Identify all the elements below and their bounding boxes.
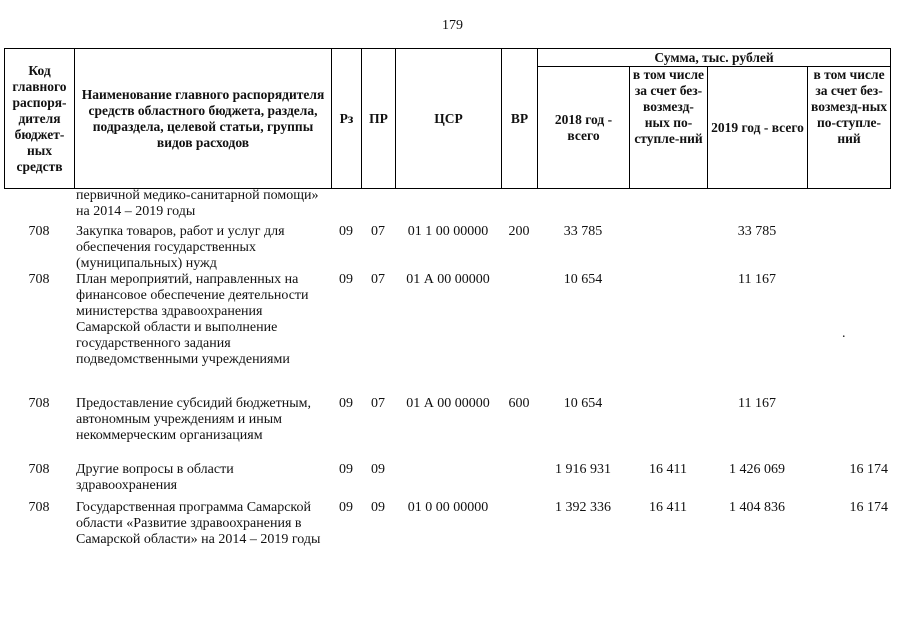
row-code: 708 <box>28 462 50 477</box>
row-free-2018 <box>629 224 707 272</box>
row-name: Другие вопросы в области здравоохранения <box>76 462 234 493</box>
row-name: План мероприятий, направленных на финансовое обеспечение деятельности министерства здравоохранения Самарской области и выполнение государственного задания подведомственными учреждениями <box>76 272 309 367</box>
row-pr: 07 <box>371 272 385 287</box>
row-rz: 09 <box>339 500 353 515</box>
row-free-2019 <box>807 272 890 396</box>
table-header <box>4 48 891 189</box>
row-rz: 09 <box>339 462 353 477</box>
row-sum-2018 <box>537 188 629 224</box>
row-vr <box>501 188 537 224</box>
row-vr <box>501 500 537 570</box>
row-sum-2018: 1 392 336 <box>555 500 611 515</box>
header-csr: ЦСР <box>396 49 502 189</box>
stray-dot: . <box>842 326 846 341</box>
row-sum-2019: 1 404 836 <box>729 500 785 515</box>
row-code: 708 <box>28 500 50 515</box>
header-2019-free: в том числе за счет без-возмезд-ных по-ступле-ний <box>808 67 891 189</box>
row-free-2018 <box>629 272 707 396</box>
row-rz <box>331 188 361 224</box>
table-row <box>4 396 890 462</box>
row-free-2018: 16 411 <box>649 500 687 515</box>
row-free-2019 <box>807 224 890 272</box>
row-name: Государственная программа Самарской области «Развитие здравоохранения в Самарской области» на 2014 – 2019 годы <box>76 500 321 547</box>
table-row <box>4 188 890 224</box>
header-name: Наименование главного распорядителя средств областного бюджета, раздела, подраздела, целевой статьи, группы видов расходов <box>75 49 332 189</box>
row-free-2019 <box>807 188 890 224</box>
row-name: Закупка товаров, работ и услуг для обеспечения государственных (муниципальных) нужд <box>76 224 285 271</box>
row-vr <box>501 272 537 396</box>
row-csr: 01 А 00 00000 <box>406 272 490 287</box>
table-row <box>4 500 890 570</box>
row-csr <box>395 188 501 224</box>
row-pr <box>361 188 395 224</box>
row-sum-2018: 33 785 <box>563 224 603 239</box>
row-sum-2019: 1 426 069 <box>729 462 785 477</box>
row-name: Предоставление субсидий бюджетным, автономным учреждениям и иным некоммерческим организациям <box>76 396 312 443</box>
row-pr: 09 <box>371 462 385 477</box>
table-row <box>4 462 890 500</box>
row-free-2018: 16 411 <box>649 462 687 477</box>
row-free-2018 <box>629 396 707 462</box>
page-number: 179 <box>442 18 463 33</box>
row-sum-2018: 10 654 <box>563 396 603 411</box>
row-vr <box>501 462 537 500</box>
row-sum-2019: 33 785 <box>737 224 777 239</box>
row-sum-2019: 11 167 <box>738 272 776 287</box>
row-code <box>4 188 74 224</box>
row-sum-2018: 1 916 931 <box>555 462 611 477</box>
row-code: 708 <box>28 224 50 239</box>
header-2018-total: 2018 год - всего <box>538 67 630 189</box>
header-2018-free: в том числе за счет без-возмезд-ных по-ступле-ний <box>630 67 708 189</box>
row-rz: 09 <box>339 272 353 287</box>
header-sum: Сумма, тыс. рублей <box>538 49 891 67</box>
row-csr: 01 А 00 00000 <box>406 396 490 411</box>
header-vr: ВР <box>502 49 538 189</box>
row-free-2018 <box>629 188 707 224</box>
row-vr: 600 <box>508 396 530 411</box>
row-sum-2019: 11 167 <box>738 396 776 411</box>
row-pr: 07 <box>371 396 385 411</box>
row-csr: 01 1 00 00000 <box>407 224 489 239</box>
row-free-2019 <box>807 396 890 462</box>
header-2019-total: 2019 год - всего <box>708 67 808 189</box>
row-free-2019: 16 174 <box>849 462 888 477</box>
row-rz: 09 <box>339 396 353 411</box>
row-pr: 09 <box>371 500 385 515</box>
row-sum-2019 <box>707 188 807 224</box>
row-sum-2018: 10 654 <box>563 272 603 287</box>
row-pr: 07 <box>371 224 385 239</box>
header-rz: Рз <box>332 49 362 189</box>
row-rz: 09 <box>339 224 353 239</box>
table-row <box>4 272 890 396</box>
header-pr: ПР <box>362 49 396 189</box>
row-vr: 200 <box>508 224 530 239</box>
row-csr <box>395 462 501 500</box>
header-code: Код главного распоря-дителя бюджет-ных средств <box>5 49 75 189</box>
row-free-2019: 16 174 <box>849 500 888 515</box>
row-name: первичной медико-санитарной помощи» на 2014 – 2019 годы <box>76 188 319 219</box>
table-body <box>4 188 890 570</box>
row-code: 708 <box>28 272 50 287</box>
row-code: 708 <box>28 396 50 411</box>
row-csr: 01 0 00 00000 <box>407 500 489 515</box>
table-row <box>4 224 890 272</box>
